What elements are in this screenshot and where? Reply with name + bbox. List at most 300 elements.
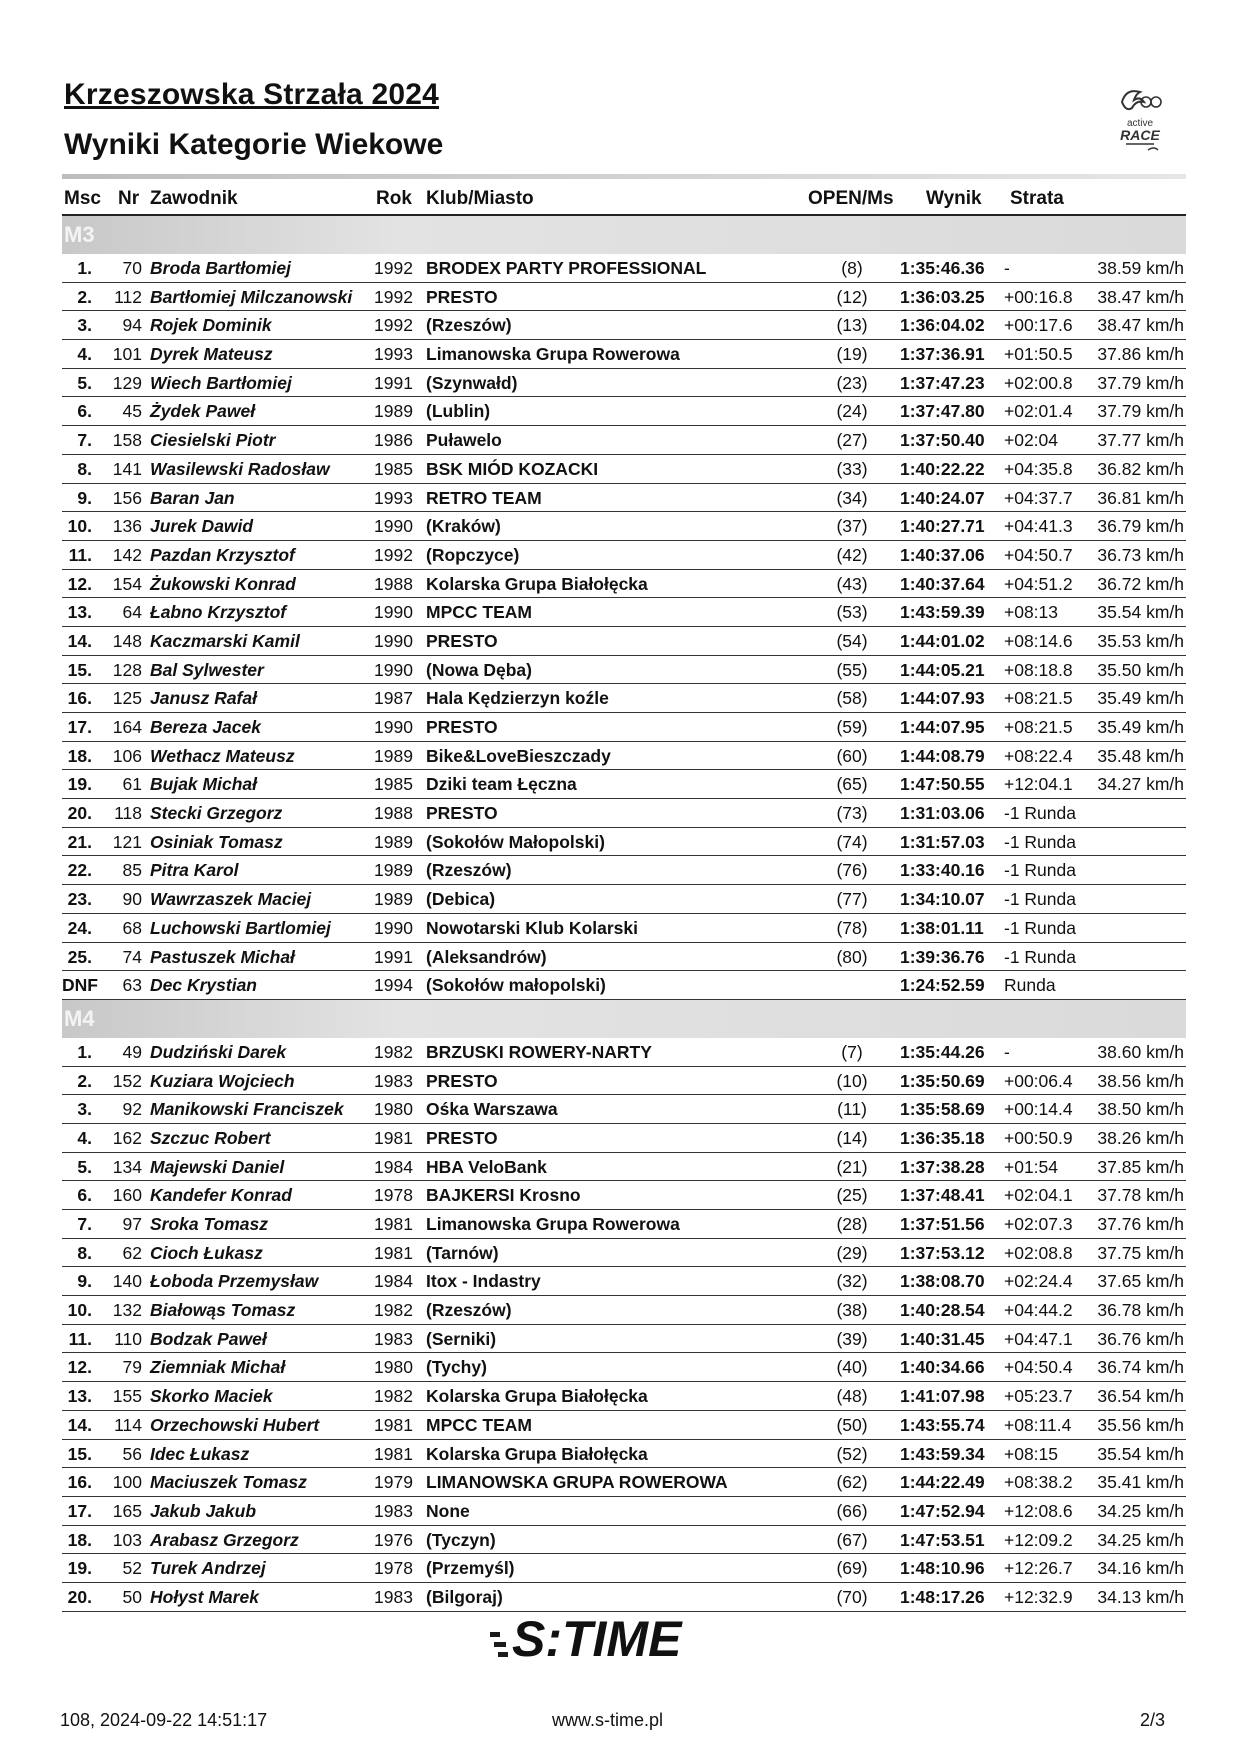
cell-rok: 1992 [374,286,413,307]
table-row [62,311,1186,340]
cell-open: (66) [836,1500,868,1521]
cell-strata: +12:08.6 [1004,1500,1073,1521]
col-nr: Nr [118,188,140,209]
table-row [62,742,1186,771]
cell-speed: 36.81 km/h [1097,487,1184,508]
cell-strata: +08:22.4 [1004,745,1073,766]
cell-club: BAJKERSI Krosno [426,1185,581,1206]
cell-wynik: 1:43:55.74 [900,1414,985,1435]
cell-open: (28) [836,1214,868,1234]
table-row [62,1267,1186,1296]
cell-wynik: 1:43:59.39 [900,602,985,623]
cell-nr: 141 [112,458,142,479]
table-row [62,1526,1186,1555]
cell-msc: 6. [77,401,92,422]
cell-club: PRESTO [426,803,498,824]
cell-strata: +12:04.1 [1004,774,1073,795]
cell-rok: 1983 [374,1070,413,1091]
cell-msc: 5. [77,1156,92,1177]
cell-name: Bodzak Paweł [150,1328,267,1349]
cell-strata: -1 Runda [1004,803,1076,824]
cell-nr: 140 [112,1271,142,1292]
cell-rok: 1981 [374,1127,413,1148]
cell-wynik: 1:37:47.23 [900,372,985,393]
table-row [62,684,1186,713]
cell-nr: 49 [122,1041,142,1062]
cell-msc: 10. [67,516,92,537]
cell-open: (58) [836,688,868,709]
cell-strata: +04:44.2 [1004,1300,1073,1321]
cell-name: Sroka Tomasz [150,1214,269,1234]
cell-wynik: 1:47:52.94 [900,1500,985,1521]
cell-name: Bereza Jacek [150,717,261,737]
cell-name: Majewski Daniel [150,1156,285,1177]
cell-rok: 1991 [374,946,413,967]
cell-strata: +01:50.5 [1004,344,1073,365]
cell-rok: 1978 [374,1558,413,1579]
cell-club: BSK MIÓD KOZACKI [426,458,599,479]
cell-name: Dudziński Darek [150,1041,287,1062]
cell-strata: +02:04.1 [1004,1185,1073,1206]
cell-name: Cioch Łukasz [150,1242,263,1263]
cell-open: (77) [836,889,868,910]
col-rok: Rok [376,188,412,209]
cell-club: (Tychy) [426,1357,487,1378]
cell-nr: 94 [122,315,142,336]
cell-strata: +08:13 [1004,602,1059,623]
cell-wynik: 1:36:35.18 [900,1127,985,1148]
cell-wynik: 1:40:37.06 [900,544,985,565]
cell-name: Bartłomiej Milczanowski [150,286,353,307]
cell-rok: 1986 [374,430,413,451]
cell-club: Kolarska Grupa Białołęcka [426,1443,648,1464]
cell-open: (37) [836,516,868,537]
cell-rok: 1988 [374,573,413,594]
table-row [62,1325,1186,1354]
cell-name: Wawrzaszek Maciej [150,889,312,910]
cell-rok: 1990 [374,602,413,623]
cell-name: Ciesielski Piotr [150,430,276,451]
cell-name: Skorko Maciek [150,1386,273,1407]
cell-open: (67) [836,1529,868,1550]
cell-rok: 1993 [374,487,413,508]
col-name: Zawodnik [150,188,238,209]
cell-wynik: 1:31:57.03 [900,831,985,852]
cell-strata: - [1004,1041,1010,1062]
cell-nr: 125 [112,688,142,709]
cell-wynik: 1:44:08.79 [900,745,985,766]
cell-wynik: 1:35:46.36 [900,258,985,278]
table-row [62,656,1186,685]
cell-wynik: 1:44:01.02 [900,630,985,651]
cell-speed: 38.47 km/h [1097,286,1184,307]
cell-msc: 9. [77,1271,92,1292]
cell-name: Jakub Jakub [150,1500,257,1521]
cell-nr: 92 [122,1099,142,1120]
cell-wynik: 1:47:53.51 [900,1529,985,1550]
s-time-logo [490,1610,750,1660]
cell-speed: 38.60 km/h [1097,1041,1184,1062]
cell-msc: 19. [67,1558,92,1579]
category-label: M3 [64,222,95,247]
table-row [62,484,1186,513]
cell-rok: 1993 [374,344,413,365]
cell-club: (Serniki) [426,1328,497,1349]
cell-nr: 70 [122,258,142,278]
cell-strata: -1 Runda [1004,889,1076,910]
cell-nr: 103 [112,1529,142,1550]
cell-club: Ośka Warszawa [426,1099,558,1120]
footer-page-number: 2/3 [1140,1710,1166,1730]
cell-rok: 1981 [374,1242,413,1263]
cell-wynik: 1:40:31.45 [900,1328,985,1349]
cell-rok: 1984 [374,1271,413,1292]
cell-club: Kolarska Grupa Białołęcka [426,1386,648,1407]
cell-nr: 64 [122,602,142,623]
cell-open: (74) [836,831,868,852]
cell-speed: 34.27 km/h [1097,774,1184,795]
cell-club: (Tarnów) [426,1242,499,1263]
cell-speed: 35.49 km/h [1097,688,1184,709]
cell-speed: 36.72 km/h [1097,573,1184,594]
table-row [62,1583,1186,1612]
col-wynik: Wynik [926,188,982,209]
cell-msc: 23. [67,889,92,910]
cell-wynik: 1:33:40.16 [900,860,985,881]
cell-strata: +08:38.2 [1004,1472,1073,1493]
cell-rok: 1976 [374,1529,413,1550]
cell-wynik: 1:41:07.98 [900,1386,985,1407]
table-row [62,627,1186,656]
cell-nr: 79 [122,1357,142,1378]
cell-strata: - [1004,258,1010,278]
cell-open: (24) [836,401,868,422]
cell-strata: +08:21.5 [1004,688,1073,709]
cell-msc: 12. [67,573,92,594]
cell-wynik: 1:47:50.55 [900,774,985,795]
cell-nr: 164 [112,717,142,737]
cell-club: (Kraków) [426,516,501,537]
cell-msc: 13. [67,602,92,623]
cell-open: (53) [836,602,868,623]
cell-wynik: 1:40:34.66 [900,1357,985,1378]
cell-speed: 35.48 km/h [1097,745,1184,766]
cell-strata: -1 Runda [1004,946,1076,967]
cell-msc: 8. [77,1242,92,1263]
cell-nr: 101 [112,344,142,365]
table-row [62,1382,1186,1411]
cell-name: Wiech Bartłomiej [150,372,292,393]
cell-open: (10) [836,1070,868,1091]
cell-wynik: 1:36:04.02 [900,315,985,336]
cell-rok: 1980 [374,1099,413,1120]
cell-open: (73) [836,803,868,824]
cell-strata: +04:50.7 [1004,544,1073,565]
cell-msc: 21. [67,831,92,852]
table-row [62,1440,1186,1469]
cell-strata: +02:07.3 [1004,1214,1073,1234]
cell-rok: 1983 [374,1586,413,1607]
cell-club: LIMANOWSKA GRUPA ROWEROWA [426,1472,728,1493]
cell-rok: 1994 [374,975,413,996]
cell-wynik: 1:43:59.34 [900,1443,985,1464]
table-row [62,943,1186,972]
cell-msc: 17. [67,1500,92,1521]
cell-strata: +00:06.4 [1004,1070,1073,1091]
cell-rok: 1982 [374,1041,413,1062]
table-row [62,885,1186,914]
table-row [62,283,1186,312]
cell-wynik: 1:38:08.70 [900,1271,985,1292]
cell-rok: 1979 [374,1472,413,1493]
logo-line2: RACE [1120,127,1160,143]
cell-open: (34) [836,487,868,508]
cell-msc: 11. [68,544,92,565]
cell-open: (38) [836,1300,868,1321]
cell-msc: 18. [67,1529,92,1550]
cell-name: Pitra Karol [150,860,239,881]
cell-nr: 121 [112,831,142,852]
cell-rok: 1982 [374,1300,413,1321]
cell-rok: 1988 [374,803,413,824]
cell-speed: 36.79 km/h [1097,516,1184,537]
cell-open: (78) [836,917,868,938]
cell-strata: +12:09.2 [1004,1529,1073,1550]
cell-club: PRESTO [426,717,498,737]
cell-wynik: 1:48:10.96 [900,1558,985,1579]
cell-rok: 1984 [374,1156,413,1177]
cell-open: (65) [836,774,868,795]
cell-msc: 12. [67,1357,92,1378]
cell-strata: -1 Runda [1004,860,1076,881]
cell-open: (32) [836,1271,868,1292]
cell-wynik: 1:37:53.12 [900,1242,985,1263]
cell-open: (50) [836,1414,868,1435]
cell-club: (Bilgoraj) [426,1586,503,1607]
cell-nr: 132 [112,1300,142,1321]
cell-msc: 7. [77,430,92,451]
table-row [62,856,1186,885]
header-rule [62,174,1186,179]
col-club: Klub/Miasto [426,188,534,209]
cell-name: Bujak Michał [150,774,257,795]
cell-club: PRESTO [426,1070,498,1091]
cell-club: RETRO TEAM [426,487,542,508]
cell-wynik: 1:40:22.22 [900,458,985,479]
cell-msc: DNF [62,975,98,996]
cell-name: Bal Sylwester [150,659,264,680]
cell-strata: +12:26.7 [1004,1558,1073,1579]
cell-strata: +08:11.4 [1004,1414,1072,1435]
cell-nr: 129 [112,372,142,393]
col-open: OPEN/Ms [808,188,894,209]
cell-nr: 45 [122,401,142,422]
page-subtitle: Wyniki Kategorie Wiekowe [64,128,444,161]
cell-speed: 37.79 km/h [1097,401,1184,422]
cell-nr: 128 [112,659,142,680]
cell-msc: 10. [67,1300,92,1321]
cell-nr: 61 [122,774,142,795]
cell-open: (70) [836,1586,868,1607]
cell-open: (33) [836,458,868,479]
cell-open: (69) [836,1558,868,1579]
cell-nr: 106 [112,745,142,766]
cell-speed: 37.77 km/h [1097,430,1184,451]
cell-club: (Lublin) [426,401,491,422]
cell-msc: 2. [77,1070,92,1091]
cell-wynik: 1:40:28.54 [900,1300,985,1321]
cell-club: BRZUSKI ROWERY-NARTY [426,1041,652,1062]
cell-club: Hala Kędzierzyn koźle [426,688,609,709]
cell-speed: 38.47 km/h [1097,315,1184,336]
footer-url[interactable]: www.s-time.pl [552,1710,664,1730]
cell-strata: +08:18.8 [1004,659,1073,680]
cell-nr: 142 [112,544,142,565]
cell-strata: +02:24.4 [1004,1271,1073,1292]
cell-msc: 24. [67,917,92,938]
cell-open: (8) [841,258,863,278]
cell-nr: 114 [114,1414,142,1435]
cell-open: (29) [836,1242,868,1263]
col-strata: Strata [1010,188,1064,209]
table-row [62,1038,1186,1067]
cell-name: Jurek Dawid [150,516,254,537]
cell-speed: 38.56 km/h [1097,1070,1184,1091]
cell-open: (14) [836,1127,868,1148]
cell-nr: 155 [112,1386,142,1407]
cell-club: (Rzeszów) [426,315,512,336]
cell-name: Idec Łukasz [150,1443,250,1464]
cell-club: PRESTO [426,286,498,307]
cell-strata: +02:04 [1004,430,1059,451]
cell-club: HBA VeloBank [426,1156,547,1177]
table-row [62,397,1186,426]
table-row [62,254,1186,283]
cell-wynik: 1:24:52.59 [900,975,985,996]
cell-nr: 112 [114,286,142,307]
category-header [62,1000,1186,1038]
cell-club: (Nowa Dęba) [426,659,532,680]
cell-rok: 1985 [374,458,413,479]
cell-wynik: 1:31:03.06 [900,803,985,824]
cell-wynik: 1:44:07.93 [900,688,985,709]
table-row [62,828,1186,857]
cell-name: Pazdan Krzysztof [150,544,295,565]
cell-rok: 1990 [374,516,413,537]
cell-wynik: 1:35:50.69 [900,1070,985,1091]
cell-strata: +00:16.8 [1004,286,1073,307]
cell-nr: 136 [112,516,142,537]
cell-rok: 1991 [374,372,413,393]
table-row [62,369,1186,398]
cell-open: (19) [836,344,868,365]
page-title: Krzeszowska Strzała 2024 [64,78,440,111]
cell-club: (Tyczyn) [426,1529,496,1550]
cell-msc: 1. [77,1041,92,1062]
cell-speed: 38.50 km/h [1097,1099,1184,1120]
cell-open: (7) [841,1041,863,1062]
cell-speed: 35.54 km/h [1097,1443,1184,1464]
cell-open: (21) [836,1156,868,1177]
cell-speed: 36.82 km/h [1097,458,1184,479]
cell-club: (Aleksandrów) [426,946,547,967]
cell-speed: 38.26 km/h [1097,1127,1184,1148]
cell-nr: 63 [122,975,142,996]
cell-club: Nowotarski Klub Kolarski [426,917,638,938]
cell-wynik: 1:36:03.25 [900,286,985,307]
cell-club: (Szynwałd) [426,372,518,393]
cell-speed: 34.13 km/h [1097,1586,1184,1607]
cell-rok: 1983 [374,1500,413,1521]
cell-strata: +02:00.8 [1004,372,1073,393]
cell-open: (76) [836,860,868,881]
cell-msc: 4. [77,344,92,365]
cell-club: Limanowska Grupa Rowerowa [426,1214,680,1234]
cell-msc: 3. [77,315,92,336]
table-row [62,971,1186,1000]
cell-wynik: 1:38:01.11 [900,917,984,938]
cell-name: Maciuszek Tomasz [150,1472,307,1493]
cell-name: Arabasz Grzegorz [150,1529,299,1550]
cell-club: Bike&LoveBieszczady [426,745,611,766]
table-row [62,455,1186,484]
cell-wynik: 1:44:05.21 [900,659,985,680]
cell-speed: 34.16 km/h [1097,1558,1184,1579]
cell-name: Dec Krystian [150,975,257,996]
cell-speed: 37.86 km/h [1097,344,1184,365]
cell-open: (59) [836,717,868,737]
cell-wynik: 1:40:27.71 [900,516,985,537]
cell-msc: 15. [67,659,92,680]
cell-msc: 19. [67,774,92,795]
cell-open: (42) [836,544,868,565]
cell-msc: 13. [67,1386,92,1407]
table-row [62,1296,1186,1325]
cell-speed: 36.54 km/h [1097,1386,1184,1407]
cell-name: Dyrek Mateusz [150,344,273,365]
table-row [62,1124,1186,1153]
cell-club: (Rzeszów) [426,860,512,881]
cell-nr: 52 [122,1558,142,1579]
cell-wynik: 1:37:51.56 [900,1214,985,1234]
category-header [62,216,1186,254]
table-row [62,426,1186,455]
cell-nr: 110 [114,1328,142,1349]
cell-name: Broda Bartłomiej [150,258,291,278]
category-label: M4 [64,1005,95,1031]
cell-speed: 37.85 km/h [1097,1156,1184,1177]
cell-wynik: 1:44:22.49 [900,1472,985,1493]
cell-msc: 5. [77,372,92,393]
cell-wynik: 1:48:17.26 [900,1586,985,1607]
cell-speed: 37.65 km/h [1097,1271,1184,1292]
cell-open: (25) [836,1185,868,1206]
cell-club: Dziki team Łęczna [426,774,577,795]
cell-rok: 1981 [374,1414,413,1435]
cell-name: Kuziara Wojciech [150,1070,295,1091]
cell-nr: 158 [112,430,142,451]
cell-nr: 148 [112,630,142,651]
cell-rok: 1982 [374,1386,413,1407]
table-row [62,541,1186,570]
cell-speed: 34.25 km/h [1097,1500,1184,1521]
cell-strata: Runda [1004,975,1056,996]
cell-nr: 56 [122,1443,142,1464]
cell-rok: 1992 [374,315,413,336]
cell-nr: 162 [112,1127,142,1148]
cell-rok: 1989 [374,401,413,422]
cell-club: MPCC TEAM [426,1414,532,1435]
